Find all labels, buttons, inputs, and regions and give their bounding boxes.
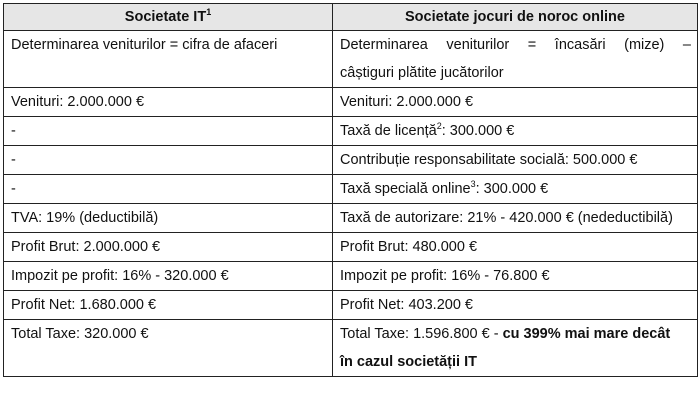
cell-authorization-tax: Taxă de autorizare: 21% - 420.000 € (nedeductibilă) bbox=[333, 204, 698, 233]
total-taxes-comparison-line-2: în cazul societății IT bbox=[340, 354, 477, 370]
header-it-company bbox=[4, 4, 333, 31]
cell-gambling-total-taxes bbox=[333, 320, 698, 377]
tax-comparison-table bbox=[3, 3, 698, 377]
cell-social-contribution: Contribuție responsabilitate socială: 500.000 € bbox=[333, 146, 698, 175]
table-row bbox=[4, 320, 698, 377]
table-row bbox=[4, 31, 698, 88]
cell-it-profit-tax: Impozit pe profit: 16% - 320.000 € bbox=[4, 262, 333, 291]
revenue-method-line-1: Determinarea veniturilor = încasări (mize) – bbox=[340, 37, 691, 53]
license-fee-label: Taxă de licență bbox=[340, 123, 437, 139]
revenue-method-line-2: câștiguri plătite jucătorilor bbox=[340, 65, 504, 81]
header-row bbox=[4, 4, 698, 31]
footnote-ref-1: 1 bbox=[206, 7, 212, 17]
total-taxes-comparison: cu 399% mai mare decât bbox=[502, 326, 671, 342]
table-row bbox=[4, 291, 698, 320]
cell-license-fee bbox=[333, 117, 698, 146]
cell-it-empty-2: - bbox=[4, 146, 333, 175]
footnote-ref-2: 2 bbox=[436, 121, 442, 131]
header-it-company-label: Societate IT bbox=[124, 9, 207, 25]
footnote-ref-3: 3 bbox=[470, 179, 476, 189]
table-row bbox=[4, 262, 698, 291]
table-row bbox=[4, 233, 698, 262]
table-row bbox=[4, 204, 698, 233]
cell-it-gross-profit: Profit Brut: 2.000.000 € bbox=[4, 233, 333, 262]
cell-gambling-net-profit: Profit Net: 403.200 € bbox=[333, 291, 698, 320]
table-row bbox=[4, 88, 698, 117]
cell-gambling-gross-profit: Profit Brut: 480.000 € bbox=[333, 233, 698, 262]
cell-it-empty-3: - bbox=[4, 175, 333, 204]
cell-it-net-profit: Profit Net: 1.680.000 € bbox=[4, 291, 333, 320]
table-row bbox=[4, 117, 698, 146]
header-gambling-company: Societate jocuri de noroc online bbox=[333, 4, 698, 31]
total-taxes-line-1 bbox=[340, 320, 691, 348]
cell-it-vat: TVA: 19% (deductibilă) bbox=[4, 204, 333, 233]
license-fee-value: : 300.000 € bbox=[441, 123, 515, 139]
cell-gambling-revenue-method bbox=[333, 31, 698, 88]
cell-it-empty-1: - bbox=[4, 117, 333, 146]
special-tax-value: : 300.000 € bbox=[475, 181, 549, 197]
cell-it-total-taxes: Total Taxe: 320.000 € bbox=[4, 320, 333, 377]
special-tax-label: Taxă specială online bbox=[340, 181, 471, 197]
table-row bbox=[4, 146, 698, 175]
cell-it-revenue: Venituri: 2.000.000 € bbox=[4, 88, 333, 117]
table-row bbox=[4, 175, 698, 204]
total-taxes-value: Total Taxe: 1.596.800 € - bbox=[340, 326, 503, 342]
cell-gambling-profit-tax: Impozit pe profit: 16% - 76.800 € bbox=[333, 262, 698, 291]
cell-it-revenue-method: Determinarea veniturilor = cifra de afaceri bbox=[4, 31, 333, 88]
cell-gambling-revenue: Venituri: 2.000.000 € bbox=[333, 88, 698, 117]
cell-special-online-tax bbox=[333, 175, 698, 204]
